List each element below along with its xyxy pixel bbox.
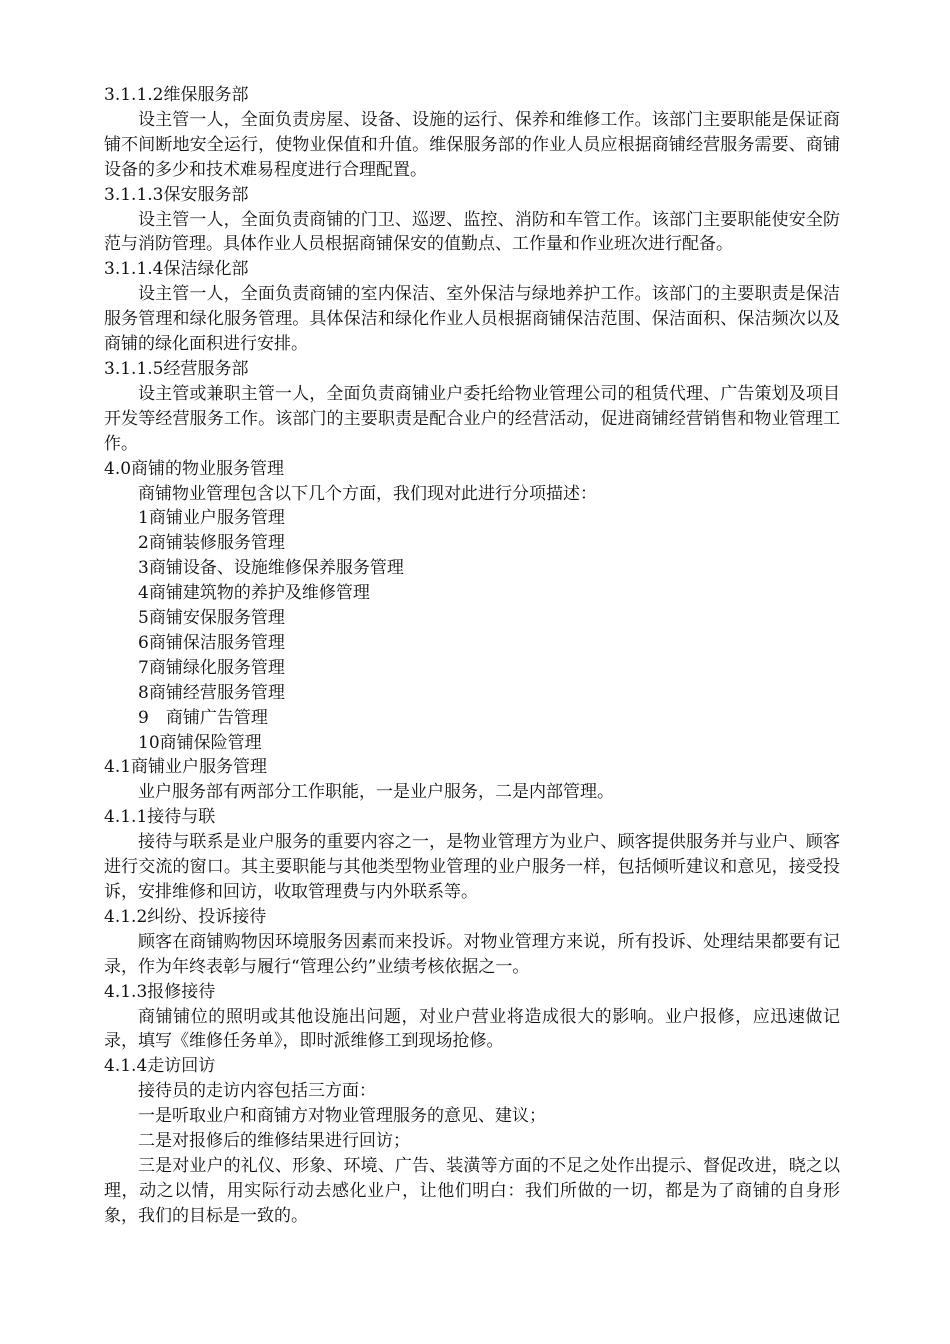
list-item: 10商铺保险管理: [138, 732, 262, 753]
paragraph: 顾客在商铺购物因环境服务因素而来投诉。对物业管理方来说，所有投诉、处理结果都要有记录，作为年终表彰与履行“管理公约”业绩考核依据之一。: [104, 931, 840, 977]
section-heading: 4.1商铺业户服务管理: [104, 757, 268, 778]
list-item: 8商铺经营服务管理: [138, 682, 285, 703]
paragraph: 二是对报修后的维修结果进行回访；: [138, 1131, 410, 1152]
paragraph: 设主管一人，全面负责商铺的室内保洁、室外保洁与绿地养护工作。该部门的主要职责是保洁服务管理和绿化服务管理。具体保洁和绿化作业人员根据商铺保洁范围、保洁面积、保洁频次以及商铺的绿化面积进行安排。: [104, 284, 840, 355]
list-item: 6商铺保洁服务管理: [138, 632, 285, 653]
list-item: 9 商铺广告管理: [138, 707, 268, 728]
section-heading: 4.1.2纠纷、投诉接待: [104, 906, 267, 927]
paragraph: 接待与联系是业户服务的重要内容之一，是物业管理方为业户、顾客提供服务并与业户、顾客进行交流的窗口。其主要职能与其他类型物业管理的业户服务一样，包括倾听建议和意见，接受投诉，安排维修和回访，收取管理费与内外联系等。: [104, 832, 840, 902]
section-heading: 4.0商铺的物业服务管理: [104, 458, 285, 479]
list-item: 3商铺设备、设施维修保养服务管理: [138, 558, 404, 579]
paragraph: 商铺物业管理包含以下几个方面，我们现对此进行分项描述：: [138, 483, 597, 504]
list-item: 4商铺建筑物的养护及维修管理: [138, 583, 370, 604]
paragraph: 三是对业户的礼仪、形象、环境、广告、装潢等方面的不足之处作出提示、督促改进，晓之以理，动之以情，用实际行动去感化业户，让他们明白：我们所做的一切，都是为了商铺的自身形象，我们的目标是一致的。: [104, 1155, 840, 1226]
paragraph: 商铺铺位的照明或其他设施出问题，对业户营业将造成很大的影响。业户报修，应迅速做记录，填写《维修任务单》，即时派维修工到现场抢修。: [104, 1006, 840, 1052]
paragraph: 一是听取业户和商铺方对物业管理服务的意见、建议；: [138, 1106, 546, 1127]
section-heading: 3.1.1.3保安服务部: [104, 184, 249, 205]
paragraph: 业户服务部有两部分工作职能，一是业户服务，二是内部管理。: [138, 782, 614, 803]
document-body: [104, 83, 840, 1229]
list-item: 1商铺业户服务管理: [138, 508, 285, 529]
section-heading: 3.1.1.2维保服务部: [104, 85, 249, 105]
paragraph: 设主管一人，全面负责商铺的门卫、巡逻、监控、消防和车管工作。该部门主要职能使安全防范与消防管理。具体作业人员根据商铺保安的值勤点、工作量和作业班次进行配备。: [104, 209, 840, 255]
section-heading: 4.1.3报修接待: [104, 981, 216, 1002]
paragraph: 设主管或兼职主管一人，全面负责商铺业户委托给物业管理公司的租赁代理、广告策划及项目开发等经营服务工作。该部门的主要职责是配合业户的经营活动，促进商铺经营销售和物业管理工作。: [104, 383, 840, 454]
section-heading: 3.1.1.4保洁绿化部: [104, 259, 249, 280]
section-heading: 4.1.1接待与联: [104, 807, 216, 828]
list-item: 7商铺绿化服务管理: [138, 657, 285, 678]
list-item: 5商铺安保服务管理: [138, 608, 285, 629]
section-heading: 3.1.1.5经营服务部: [104, 358, 249, 379]
paragraph: 接待员的走访内容包括三方面：: [138, 1081, 376, 1102]
section-heading: 4.1.4走访回访: [104, 1056, 216, 1077]
paragraph: 设主管一人，全面负责房屋、设备、设施的运行、保养和维修工作。该部门主要职能是保证商铺不间断地安全运行，使物业保值和升值。维保服务部的作业人员应根据商铺经营服务需要、商铺设备的多少和技术难易程度进行合理配置。: [104, 109, 840, 180]
list-item: 2商铺装修服务管理: [138, 533, 285, 554]
